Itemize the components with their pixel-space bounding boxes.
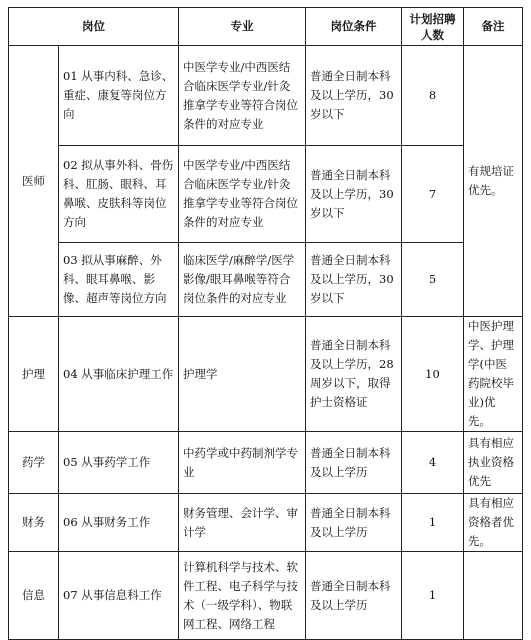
- note-cell: 中医护理学、护理学(中医药院校毕业)优先。: [464, 317, 523, 432]
- count-cell: 8: [402, 46, 464, 146]
- position-cell: 05 从事药学工作: [59, 432, 179, 494]
- conditions-cell: 普通全日制本科及以上学历，30 岁以下: [306, 243, 402, 317]
- header-conditions: 岗位条件: [306, 8, 402, 46]
- header-plan-line1: 计划招聘: [409, 11, 456, 26]
- conditions-cell: 普通全日制本科及以上学历: [306, 432, 402, 494]
- major-cell: 计算机科学与技术、软件工程、电子科学与技术（一级学科）、物联网工程、网络工程: [179, 552, 306, 640]
- position-cell: 07 从事信息科工作: [59, 552, 179, 640]
- conditions-cell: 普通全日制本科及以上学历: [306, 552, 402, 640]
- major-cell: 临床医学/麻醉学/医学影像/眼耳鼻喉等符合岗位条件的对应专业: [179, 243, 306, 317]
- conditions-cell: 普通全日制本科及以上学历，28 周岁以下，取得护士资格证: [306, 317, 402, 432]
- table-row: [9, 432, 523, 494]
- header-plan-line2: 人数: [421, 27, 444, 42]
- table-row: [9, 243, 523, 317]
- count-cell: 10: [402, 317, 464, 432]
- header-notes: 备注: [464, 8, 523, 46]
- count-cell: 1: [402, 552, 464, 640]
- category-cell: 药学: [9, 432, 59, 494]
- conditions-cell: 普通全日制本科及以上学历，30 岁以下: [306, 46, 402, 146]
- conditions-cell: 普通全日制本科及以上学历，30 岁以下: [306, 146, 402, 243]
- header-major: 专业: [179, 8, 306, 46]
- count-cell: 4: [402, 432, 464, 494]
- note-cell: [464, 552, 523, 640]
- count-cell: 1: [402, 494, 464, 552]
- major-cell: 财务管理、会计学、审计学: [179, 494, 306, 552]
- table-header-row: [9, 8, 523, 46]
- header-position: 岗位: [9, 8, 179, 46]
- category-cell: 信息: [9, 552, 59, 640]
- major-cell: 护理学: [179, 317, 306, 432]
- table-row: [9, 317, 523, 432]
- note-cell: 具有相应资格者优先。: [464, 494, 523, 552]
- position-cell: 01 从事内科、急诊、重症、康复等岗位方向: [59, 46, 179, 146]
- category-cell: 财务: [9, 494, 59, 552]
- table-row: [9, 494, 523, 552]
- major-cell: 中医学专业/中西医结合临床医学专业/针灸推拿学专业等符合岗位条件的对应专业: [179, 146, 306, 243]
- header-plan-count: [402, 8, 464, 46]
- position-cell: 03 拟从事麻醉、外科、眼耳鼻喉、影像、超声等岗位方向: [59, 243, 179, 317]
- note-cell: 有规培证优先。: [464, 46, 523, 317]
- category-cell: 护理: [9, 317, 59, 432]
- count-cell: 5: [402, 243, 464, 317]
- count-cell: 7: [402, 146, 464, 243]
- note-cell: 具有相应执业资格优先: [464, 432, 523, 494]
- major-cell: 中药学或中药制剂学专业: [179, 432, 306, 494]
- position-cell: 02 拟从事外科、骨伤科、肛肠、眼科、耳鼻喉、皮肤科等岗位方向: [59, 146, 179, 243]
- table-row: [9, 552, 523, 640]
- conditions-cell: 普通全日制本科及以上学历: [306, 494, 402, 552]
- table-row: [9, 46, 523, 146]
- position-cell: 04 从事临床护理工作: [59, 317, 179, 432]
- category-cell: 医师: [9, 46, 59, 317]
- table-row: [9, 146, 523, 243]
- recruitment-table: [8, 7, 523, 640]
- position-cell: 06 从事财务工作: [59, 494, 179, 552]
- major-cell: 中医学专业/中西医结合临床医学专业/针灸推拿学专业等符合岗位条件的对应专业: [179, 46, 306, 146]
